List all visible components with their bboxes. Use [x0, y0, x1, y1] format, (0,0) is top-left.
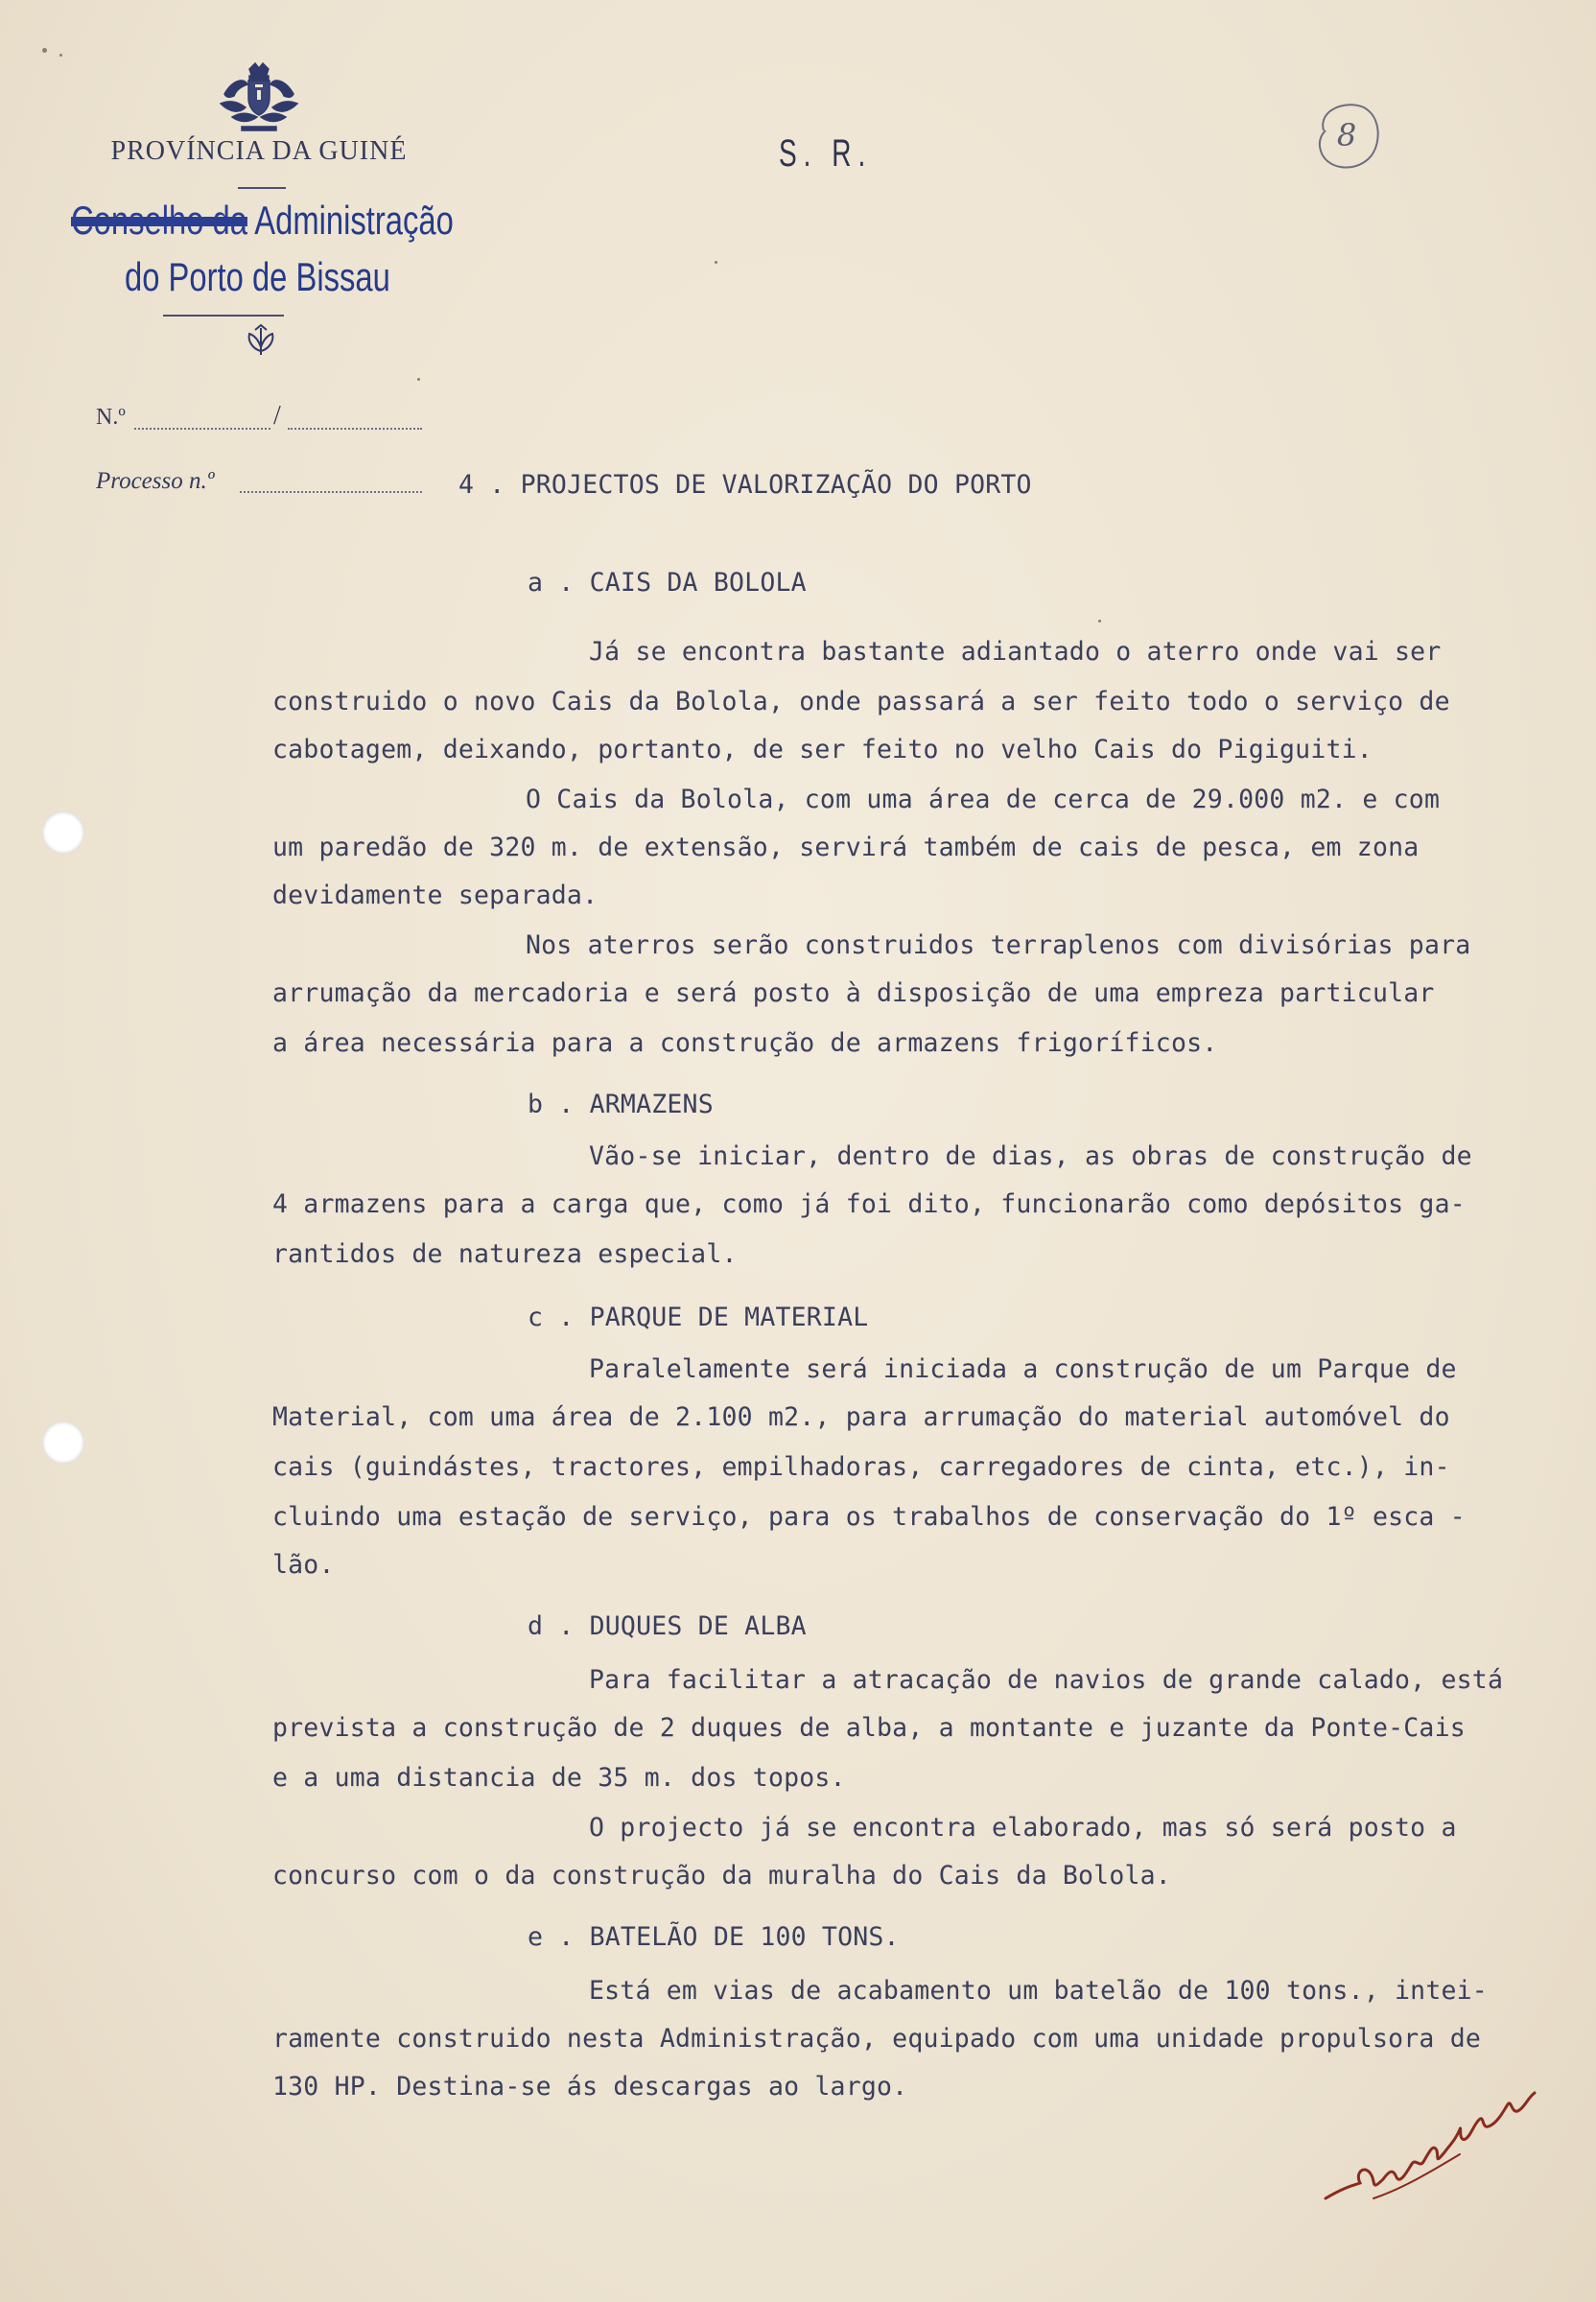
body-line: lão.	[272, 1550, 335, 1580]
subsection-heading: c . PARQUE DE MATERIAL	[528, 1303, 869, 1332]
body-line: Nos aterros serão construidos terraplenos com divisórias para	[526, 930, 1471, 960]
body-line: 4 armazens para a carga que, como já foi dito, funcionarão como depósitos ga-	[272, 1189, 1466, 1219]
coat-of-arms-icon	[213, 59, 305, 136]
subsection-heading: e . BATELÃO DE 100 TONS.	[528, 1922, 900, 1952]
letterhead-rule	[238, 187, 286, 189]
page-number: 8	[1336, 117, 1357, 153]
struck-out-text: Conselho da	[71, 198, 247, 243]
body-line: arrumação da mercadoria e será posto à disposição de uma empreza particular	[272, 978, 1435, 1008]
fleuron-ornament-icon	[242, 322, 280, 359]
province-name: PROVÍNCIA DA GUINÉ	[110, 136, 408, 166]
letterhead-rule	[163, 315, 284, 317]
body-line: cais (guindástes, tractores, empilhadoras, carregadores de cinta, etc.), in-	[272, 1452, 1450, 1482]
body-line: construido o novo Cais da Bolola, onde passará a ser feito todo o serviço de	[272, 687, 1450, 716]
body-line: ramente construido nesta Administração, equipado com uma unidade propulsora de	[272, 2024, 1482, 2054]
body-line: concurso com o da construção da muralha do Cais da Bolola.	[272, 1861, 1171, 1891]
body-line: prevista a construção de 2 duques de alba, a montante e juzante da Ponte-Cais	[272, 1713, 1466, 1743]
subsection-heading: d . DUQUES DE ALBA	[528, 1611, 807, 1641]
number-field-line	[134, 428, 270, 430]
page-number-circle	[1304, 92, 1391, 178]
paper-speck	[715, 261, 717, 264]
body-line: a área necessária para a construção de armazens frigoríficos.	[272, 1028, 1218, 1058]
classification-mark: S. R.	[779, 132, 873, 175]
punch-hole	[42, 1421, 84, 1464]
paper-speck	[417, 378, 420, 381]
body-line: Material, com uma área de 2.100 m2., para arrumação do material automóvel do	[272, 1402, 1450, 1432]
port-name: do Porto de Bissau	[125, 254, 390, 299]
paper-speck	[1098, 620, 1101, 622]
process-field-line	[240, 491, 422, 493]
body-line: O projecto já se encontra elaborado, mas só será posto a	[589, 1813, 1457, 1843]
body-line: cluindo uma estação de serviço, para os trabalhos de conservação do 1º esca -	[272, 1502, 1466, 1532]
body-line: Paralelamente será iniciada a construção de um Parque de	[589, 1354, 1457, 1384]
body-line: O Cais da Bolola, com uma área de cerca de 29.000 m2. e com	[526, 785, 1441, 814]
body-line: Já se encontra bastante adiantado o aterro onde vai ser	[589, 637, 1442, 667]
body-line: um paredão de 320 m. de extensão, servirá também de cais de pesca, em zona	[272, 833, 1420, 862]
number-field-line	[288, 428, 422, 430]
paper-speck	[42, 48, 47, 53]
subsection-heading: a . CAIS DA BOLOLA	[528, 568, 807, 598]
body-line: Está em vias de acabamento um batelão de 100 tons., intei-	[589, 1976, 1488, 2006]
section-heading: 4 . PROJECTOS DE VALORIZAÇÃO DO PORTO	[458, 470, 1032, 500]
body-line: rantidos de natureza especial.	[272, 1239, 738, 1269]
number-separator: /	[273, 401, 281, 431]
subsection-heading: b . ARMAZENS	[528, 1090, 714, 1119]
body-line: Vão-se iniciar, dentro de dias, as obras de construção de	[589, 1141, 1472, 1171]
body-line: Para facilitar a atracação de navios de grande calado, está	[589, 1665, 1504, 1695]
body-line: cabotagem, deixando, portanto, de ser feito no velho Cais do Pigiguiti.	[272, 735, 1373, 764]
body-line: e a uma distancia de 35 m. dos topos.	[272, 1763, 846, 1793]
body-line: devidamente separada.	[272, 881, 598, 910]
handwritten-signature-icon	[1316, 2072, 1575, 2216]
paper-speck	[59, 54, 62, 57]
body-line: 130 HP. Destina-se ás descargas ao largo.	[272, 2072, 908, 2102]
punch-hole	[42, 811, 84, 854]
number-label: N.º	[96, 405, 126, 430]
process-label: Processo n.º	[96, 468, 215, 494]
administration-word: Administração	[246, 198, 454, 243]
administration-title	[71, 198, 454, 244]
